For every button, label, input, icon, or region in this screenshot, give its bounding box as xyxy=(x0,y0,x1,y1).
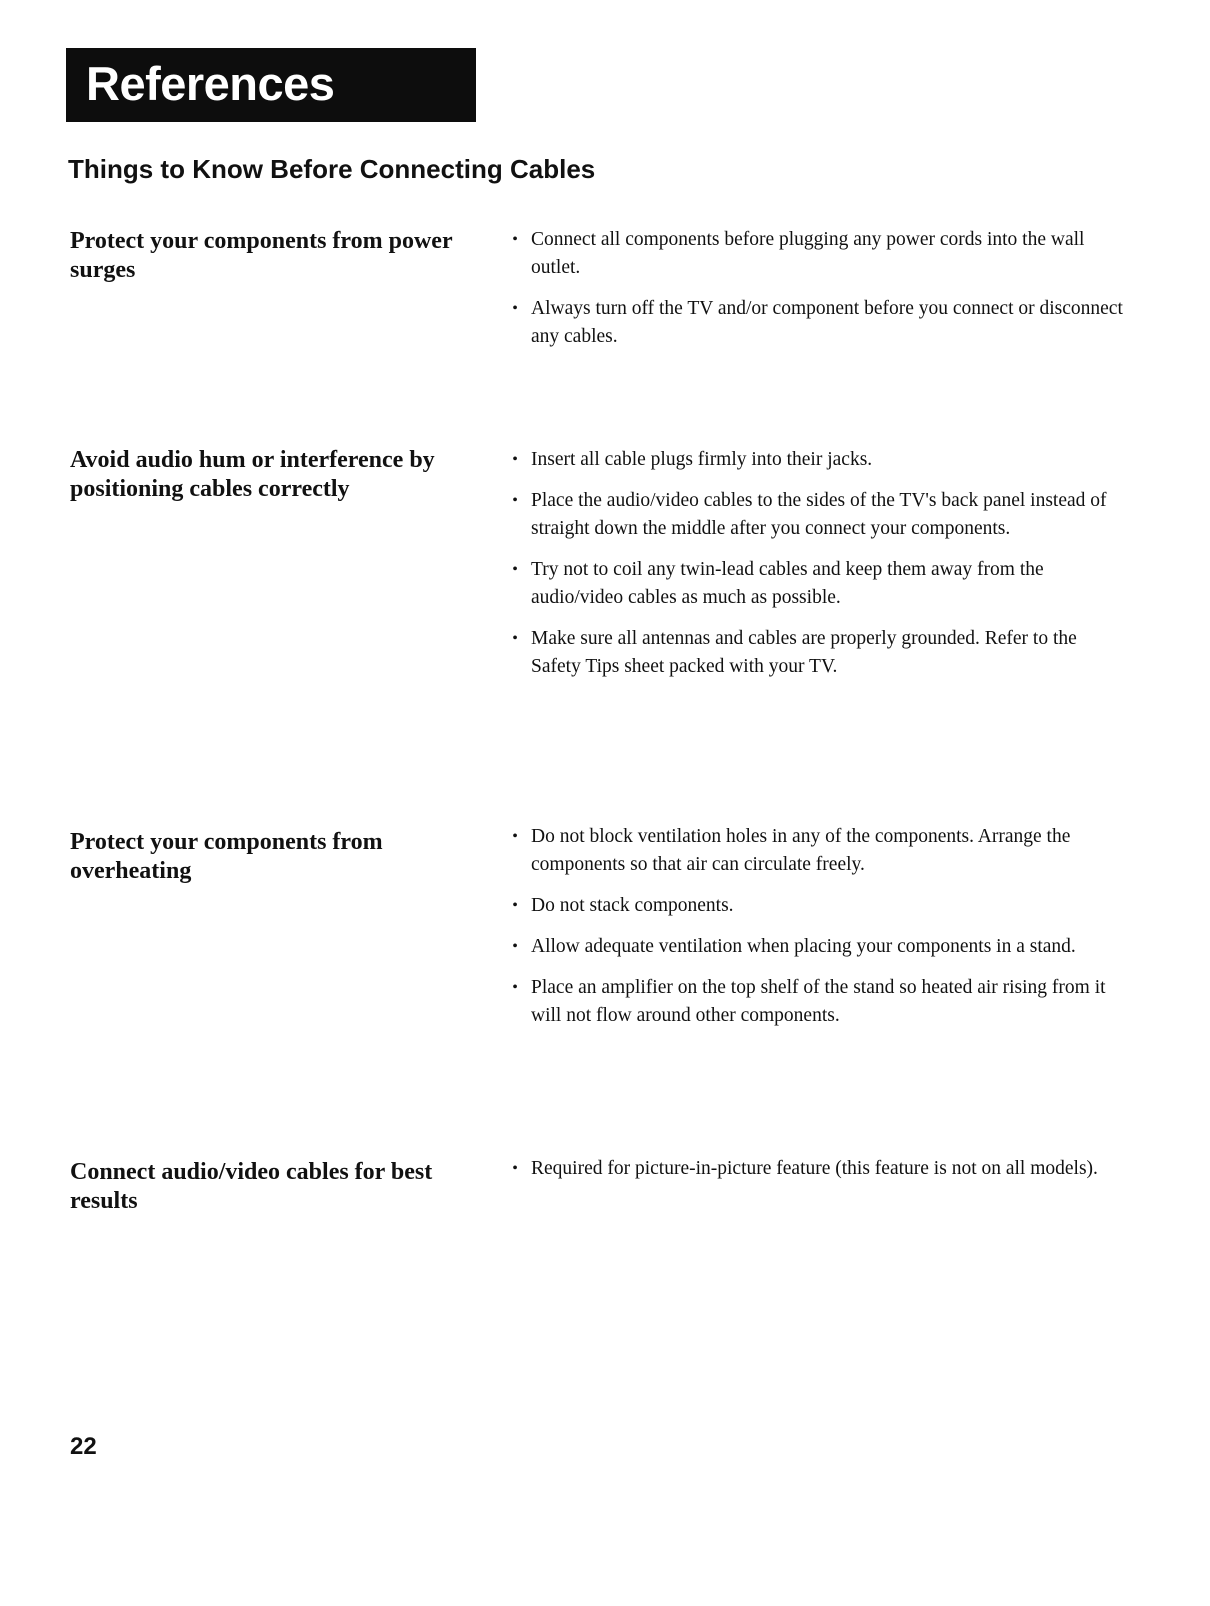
bullet-text: Place the audio/video cables to the sides of the TV's back panel instead of straight down the middle after you connect your components. xyxy=(531,490,1107,539)
bullet-text: Do not stack components. xyxy=(531,895,734,916)
list-item xyxy=(510,892,1130,920)
bullet-list-audio-hum xyxy=(510,446,1130,694)
bullet-list-av-cables xyxy=(510,1155,1130,1196)
list-item xyxy=(510,823,1130,879)
list-item xyxy=(510,1155,1130,1183)
section-title-overheating: Protect your components from overheating xyxy=(70,829,383,884)
list-item xyxy=(510,974,1130,1030)
bullet-icon: • xyxy=(512,300,518,317)
bullet-text: Connect all components before plugging any power cords into the wall outlet. xyxy=(531,229,1085,278)
section-title-audio-hum: Avoid audio hum or interference by positioning cables correctly xyxy=(70,447,435,502)
bullet-icon: • xyxy=(512,231,518,248)
list-item xyxy=(510,487,1130,543)
list-item xyxy=(510,933,1130,961)
page-heading: Things to Know Before Connecting Cables xyxy=(68,154,596,184)
section-title-av-cables: Connect audio/video cables for best results xyxy=(70,1159,433,1214)
section-banner xyxy=(66,48,476,122)
bullet-list-overheating xyxy=(510,823,1130,1043)
list-item xyxy=(510,226,1130,282)
bullet-icon: • xyxy=(512,828,518,845)
bullet-text: Do not block ventilation holes in any of the components. Arrange the components so that air can circulate freely. xyxy=(531,826,1071,875)
bullet-list-power-surges xyxy=(510,226,1130,364)
bullet-text: Try not to coil any twin-lead cables and keep them away from the audio/video cables as much as possible. xyxy=(531,559,1044,608)
bullet-icon: • xyxy=(512,938,518,955)
page-number: 22 xyxy=(70,1433,97,1460)
bullet-text: Always turn off the TV and/or component before you connect or disconnect any cables. xyxy=(531,298,1123,347)
banner-title: References xyxy=(86,57,335,110)
bullet-icon: • xyxy=(512,561,518,578)
list-item xyxy=(510,446,1130,474)
bullet-icon: • xyxy=(512,897,518,914)
bullet-text: Required for picture-in-picture feature (this feature is not on all models). xyxy=(531,1158,1098,1179)
bullet-text: Allow adequate ventilation when placing your components in a stand. xyxy=(531,936,1076,957)
bullet-text: Place an amplifier on the top shelf of the stand so heated air rising from it will not flow around other components. xyxy=(531,977,1106,1026)
section-title-power-surges: Protect your components from power surges xyxy=(70,228,453,283)
bullet-icon: • xyxy=(512,1160,518,1177)
bullet-icon: • xyxy=(512,630,518,647)
list-item xyxy=(510,295,1130,351)
list-item xyxy=(510,625,1130,681)
bullet-icon: • xyxy=(512,979,518,996)
bullet-text: Make sure all antennas and cables are properly grounded. Refer to the Safety Tips sheet packed with your TV. xyxy=(531,628,1077,677)
bullet-text: Insert all cable plugs firmly into their jacks. xyxy=(531,449,873,470)
list-item xyxy=(510,556,1130,612)
bullet-icon: • xyxy=(512,451,518,468)
bullet-icon: • xyxy=(512,492,518,509)
